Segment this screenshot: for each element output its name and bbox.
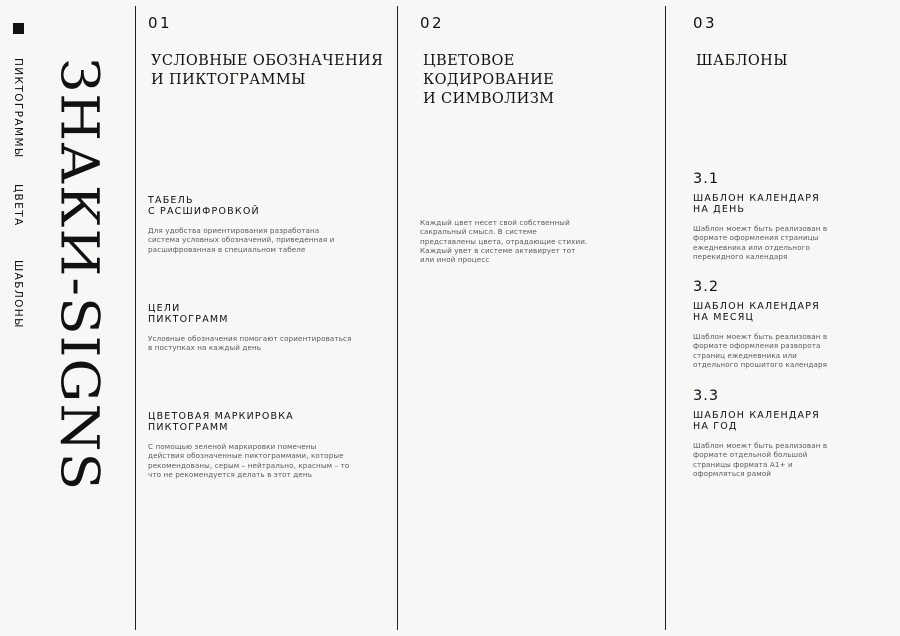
section-color-coding: [420, 0, 650, 636]
section-number: 02: [420, 14, 445, 32]
section-title: УСЛОВНЫЕ ОБОЗНАЧЕНИЯ И ПИКТОГРАММЫ: [151, 53, 384, 88]
section-pictograms: [148, 0, 388, 636]
nav-item-templates[interactable]: ШАБЛОНЫ: [12, 260, 24, 329]
block-heading: ТАБЕЛЬ С РАСШИФРОВКОЙ: [148, 195, 260, 217]
section-title: ШАБЛОНЫ: [696, 53, 788, 69]
column-divider: [397, 6, 398, 630]
block-heading: ШАБЛОН КАЛЕНДАРЯ НА ГОД: [693, 410, 820, 432]
info-block-legend-table: [148, 195, 383, 254]
block-heading: ШАБЛОН КАЛЕНДАРЯ НА МЕСЯЦ: [693, 301, 820, 323]
template-block-year: [693, 388, 900, 478]
info-block-color-marking: [148, 411, 383, 479]
block-text: Шаблон моежт быть реализован в формате отдельной большой страницы формата А1+ и оформляться рамой: [693, 441, 828, 478]
block-heading: ЦЕЛИ ПИКТОГРАММ: [148, 303, 229, 325]
block-heading: ЦВЕТОВАЯ МАРКИРОВКА ПИКТОГРАММ: [148, 411, 294, 433]
side-navigation: [12, 58, 28, 358]
section-title: ЦВЕТОВОЕ КОДИРОВАНИЕ И СИМВОЛИЗМ: [423, 53, 555, 107]
template-number: 3.1: [693, 171, 720, 187]
section-number: 03: [693, 14, 718, 32]
column-divider: [135, 6, 136, 630]
template-number: 3.2: [693, 279, 720, 295]
info-block-pictogram-goals: [148, 303, 383, 353]
template-block-day: [693, 171, 900, 261]
block-text: Шаблон моежт быть реализован в формате оформления страницы ежедневника или отдельного перекидного календаря: [693, 224, 828, 261]
block-text: Для удобства ориентирования разработана система условных обозначений, приведенная и расшифрованная в специальном табеле: [148, 226, 335, 254]
info-block-color-meaning: [420, 218, 590, 264]
column-divider: [665, 6, 666, 630]
square-mark-icon: [13, 23, 24, 34]
block-text: Каждый цвет несет свой собственный сакральный смысл. В системе представлены цвета, отрадающие стихии. Каждый увет в системе активирует тот или иной процесс: [420, 218, 588, 265]
brand-title: ЗНАКИ-SIGNS: [49, 58, 110, 492]
block-text: Условные обозначения помогают сориентироваться в поступках на каждый день: [148, 334, 352, 353]
block-text: С помощью зеленой маркировки помечены действия обозначенные пиктограммами, которые рекомендованы, серым – нейтрально, красным – то что не рекомендуется делать в этот день: [148, 442, 350, 479]
template-number: 3.3: [693, 388, 720, 404]
section-number: 01: [148, 14, 173, 32]
nav-item-colors[interactable]: ЦВЕТА: [12, 184, 24, 227]
nav-item-pictograms[interactable]: ПИКТОГРАММЫ: [12, 58, 24, 159]
block-text: Шаблон моежт быть реализован в формате оформления разворота страниц ежедневника или отдельного прошитого календаря: [693, 332, 828, 369]
block-heading: ШАБЛОН КАЛЕНДАРЯ НА ДЕНЬ: [693, 193, 820, 215]
template-block-month: [693, 279, 900, 369]
section-templates: [693, 0, 893, 636]
